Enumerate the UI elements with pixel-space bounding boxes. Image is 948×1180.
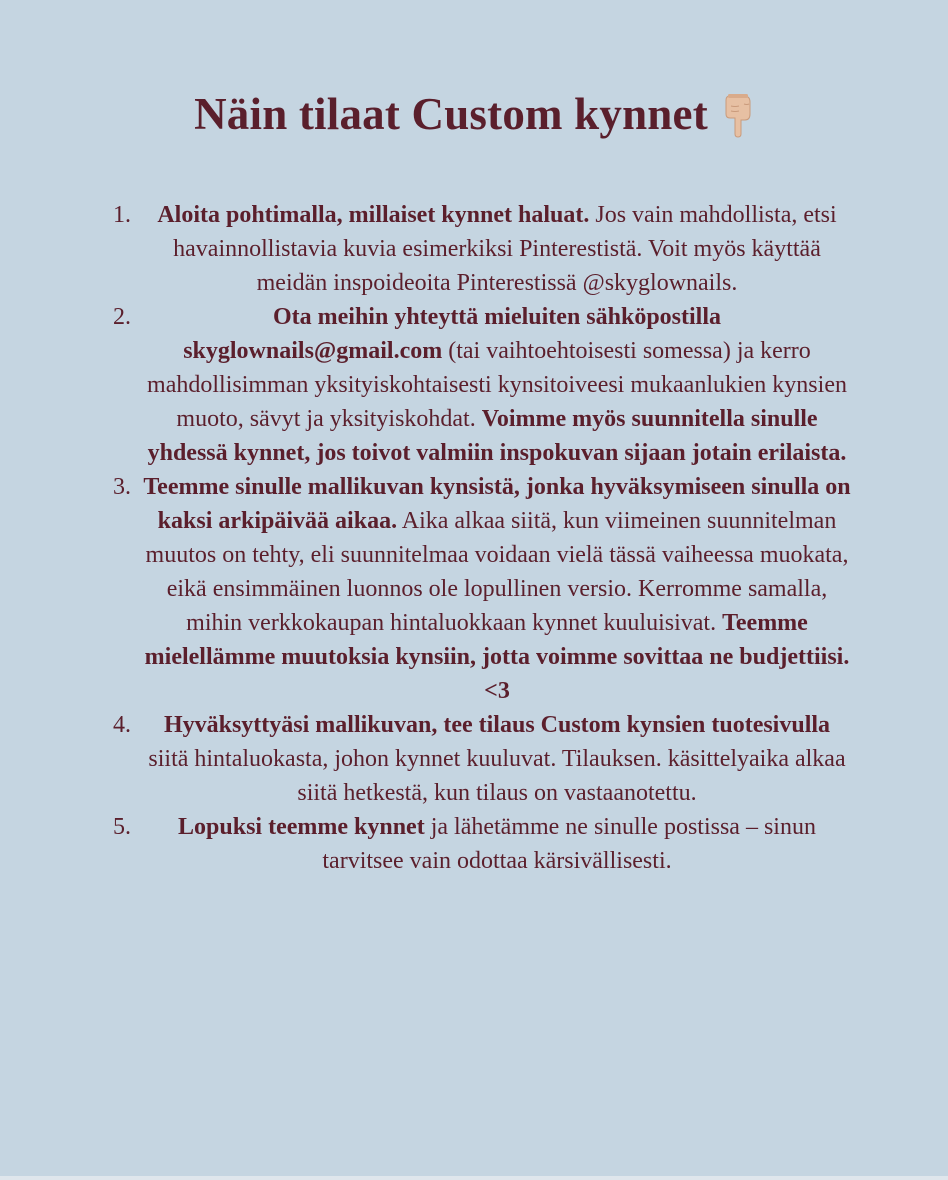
list-item: [113, 300, 853, 470]
step-number: 1.: [113, 202, 131, 228]
page-title: [0, 84, 948, 144]
list-item: [113, 470, 853, 708]
pointing-down-hand-icon: [720, 93, 754, 137]
step-number: 2.: [113, 304, 131, 330]
step-text: Jos vain mahdollista, etsi havainnollistavia kuvia esimerkiksi Pinterestistä. Voit myös käyttää meidän inspoideoita Pinterestissä @skyglownails.: [173, 202, 837, 296]
steps-list: [113, 198, 853, 878]
step-bold-text: Teemme mielellämme muutoksia kynsiin, jotta voimme sovittaa ne budjettiisi. <3: [144, 610, 850, 704]
step-bold-text: Aloita pohtimalla, millaiset kynnet haluat.: [157, 202, 590, 228]
page-title-text: Näin tilaat Custom kynnet: [194, 89, 708, 139]
step-bold-text: Voimme myös suunnitella sinulle yhdessä kynnet, jos toivot valmiin inspokuvan sijaan jotain erilaista.: [147, 406, 847, 466]
step-number: 3.: [113, 474, 131, 500]
step-text: siitä hintaluokasta, johon kynnet kuuluvat. Tilauksen. käsittelyaika alkaa siitä hetkestä, kun tilaus on vastaanotettu.: [148, 746, 846, 806]
step-number: 5.: [113, 814, 131, 840]
step-text: Aika alkaa siitä, kun viimeinen suunnitelman muutos on tehty, eli suunnitelmaa voidaan vielä tässä vaiheessa muokata, eikä ensimmäinen luonnos ole lopullinen versio. Kerromme samalla, mihin verkkokaupan hintaluokkaan kynnet kuuluisivat.: [145, 508, 849, 636]
step-number: 4.: [113, 712, 131, 738]
list-item: [113, 708, 853, 810]
step-bold-text: Hyväksyttyäsi mallikuvan, tee tilaus Custom kynsien tuotesivulla: [163, 712, 831, 738]
step-text: ja lähetämme ne sinulle postissa – sinun tarvitsee vain odottaa kärsivällisesti.: [322, 814, 816, 874]
step-bold-text: Ota meihin yhteyttä mieluiten sähköpostilla skyglownails@gmail.com: [183, 304, 722, 364]
step-bold-text: Lopuksi teemme kynnet: [178, 814, 425, 840]
list-item: [113, 198, 853, 300]
step-bold-text: Teemme sinulle mallikuvan kynsistä, jonka hyväksymiseen sinulla on kaksi arkipäivää aikaa.: [143, 474, 851, 534]
bottom-edge: [0, 1176, 948, 1180]
list-item: [113, 810, 853, 878]
step-text: (tai vaihtoehtoisesti somessa) ja kerro mahdollisimman yksityiskohtaisesti kynsitoiveesi mukaanlukien kynsien muoto, sävyt ja yksityiskohdat.: [147, 338, 847, 432]
